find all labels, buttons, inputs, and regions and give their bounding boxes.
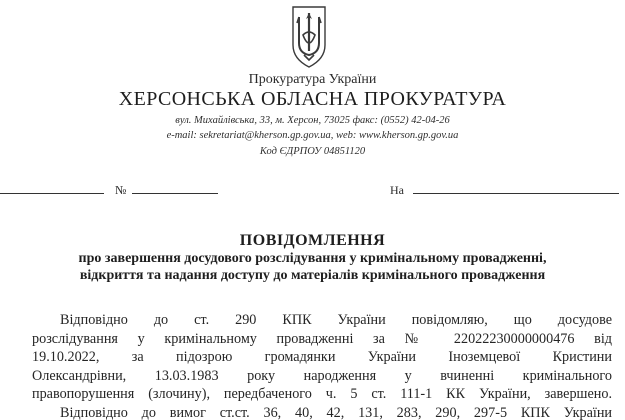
body-text-line: Відповідно до вимог ст.ст. 36, 40, 42, 131, 283, 290, 297-5 КПК України xyxy=(60,405,612,420)
document-subtitle-line-2: відкриття та надання доступу до матеріалів кримінального провадження xyxy=(79,268,546,283)
body-text-line: Олександрівни, 13.03.1983 року народження у вчиненні кримінального xyxy=(32,368,612,384)
org-contacts: e-mail: sekretariat@kherson.gp.gov.ua, web: www.kherson.gp.gov.ua xyxy=(166,130,459,141)
document-subtitle-line-1: про завершення досудового розслідування у кримінальному провадженні, xyxy=(78,251,547,266)
org-address: вул. Михайлівська, 33, м. Херсон, 73025 факс: (0552) 42-04-26 xyxy=(175,115,450,126)
outgoing-number-blank xyxy=(132,182,218,194)
org-name-heading: ХЕРСОНСЬКА ОБЛАСНА ПРОКУРАТУРА xyxy=(118,88,507,110)
body-text-line: Відповідно до ст. 290 КПК України повідомляю, що досудове xyxy=(60,312,612,328)
reference-blank xyxy=(413,182,619,194)
outgoing-number-line xyxy=(0,182,218,198)
body-text-line: 19.10.2022, за підозрою громадянки України Іноземцевої Кристини xyxy=(32,349,612,365)
outgoing-date-blank xyxy=(0,182,104,194)
org-edrpou-code: Код ЄДРПОУ 04851120 xyxy=(259,146,366,157)
document-title: ПОВІДОМЛЕННЯ xyxy=(239,232,386,249)
body-text-line: правопорушення (злочину), передбаченого ч. 5 ст. 111-1 КК України, завершено. xyxy=(32,386,612,402)
on-label: На xyxy=(390,183,404,197)
body-text-line: розслідування у кримінальному провадженні за № 22022230000000476 від xyxy=(32,331,612,347)
trident-coat-of-arms-icon xyxy=(290,5,328,69)
org-parent-name: Прокуратура України xyxy=(248,72,377,87)
number-sign: № xyxy=(115,183,127,197)
reference-line xyxy=(390,182,619,198)
